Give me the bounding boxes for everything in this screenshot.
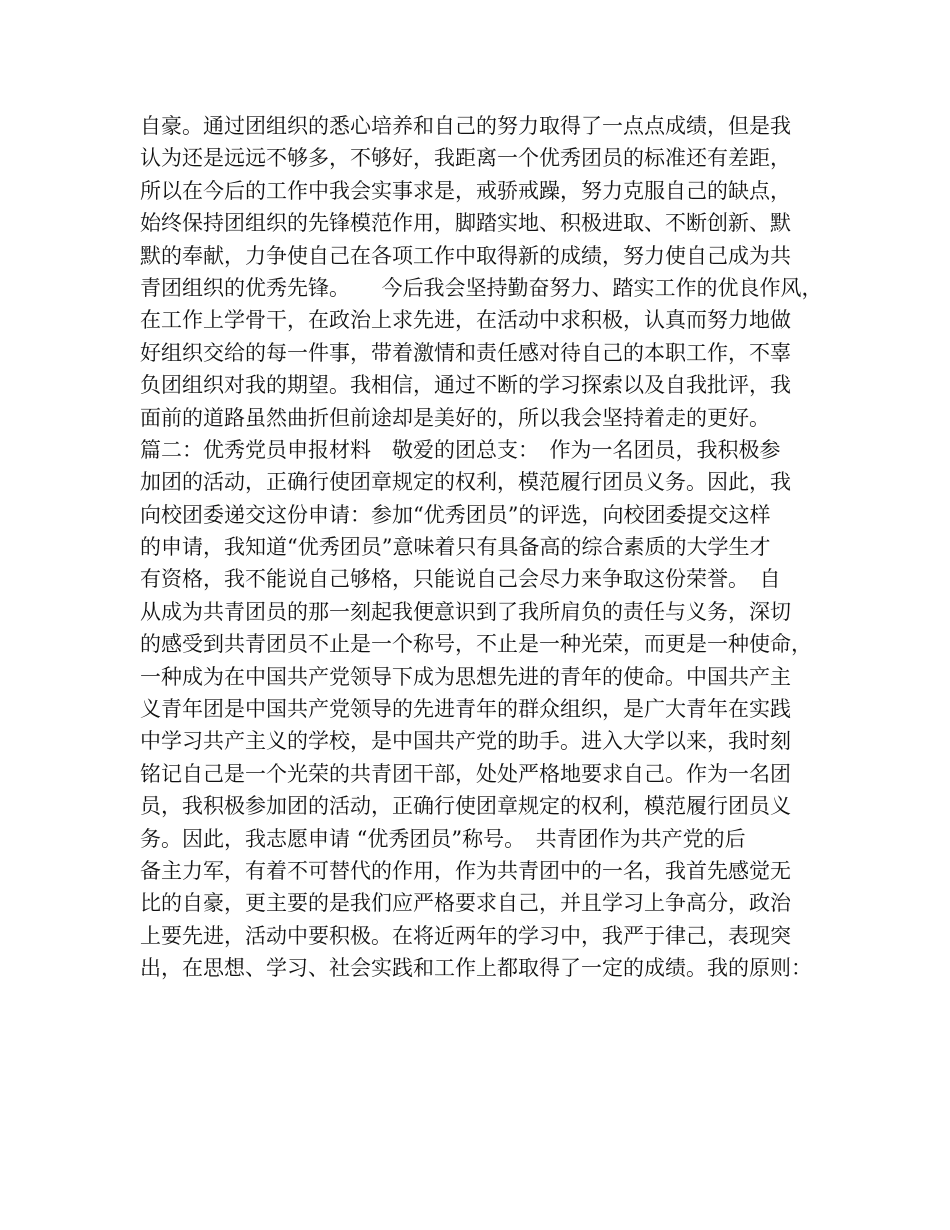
text-line: 在工作上学骨干，在政治上求先进，在活动中求积极，认真而努力地做: [140, 308, 791, 333]
text-line: 负团组织对我的期望。我相信，通过不断的学习探索以及自我批评，我: [140, 373, 791, 398]
text-line: 从成为共青团员的那一刻起我便意识到了我所肩负的责任与义务，深切: [140, 599, 791, 624]
text-line: 员，我积极参加团的活动，正确行使团章规定的权利，模范履行团员义: [140, 794, 791, 819]
text-line: 中学习共产主义的学校，是中国共产党的助手。进入大学以来，我时刻: [140, 729, 791, 754]
text-line: 比的自豪，更主要的是我们应严格要求自己，并且学习上争高分，政治: [140, 891, 791, 916]
text-line: 青团组织的优秀先锋。 今后我会坚持勤奋努力、踏实工作的优良作风，: [140, 275, 823, 300]
text-line: 认为还是远远不够多，不够好，我距离一个优秀团员的标准还有差距，: [140, 146, 791, 171]
text-line: 向校团委递交这份申请：参加“优秀团员”的评选，向校团委提交这样: [140, 502, 771, 527]
text-line: 义青年团是中国共产党领导的先进青年的群众组织，是广大青年在实践: [140, 697, 791, 722]
text-line: 上要先进，活动中要积极。在将近两年的学习中，我严于律己，表现突: [140, 923, 791, 948]
text-line: 铭记自己是一个光荣的共青团干部，处处严格地要求自己。作为一名团: [140, 761, 791, 786]
text-line: 始终保持团组织的先锋模范作用，脚踏实地、积极进取、不断创新、默: [140, 211, 791, 236]
text-line: 一种成为在中国共产党领导下成为思想先进的青年的使命。中国共产主: [140, 664, 791, 689]
text-line: 好组织交给的每一件事，带着激情和责任感对待自己的本职工作，不辜: [140, 340, 791, 365]
text-line: 备主力军，有着不可替代的作用，作为共青团中的一名，我首先感觉无: [140, 858, 791, 883]
text-line: 面前的道路虽然曲折但前途却是美好的，所以我会坚持着走的更好。: [140, 405, 770, 430]
text-line: 篇二：优秀党员申报材料 敬爱的团总支： 作为一名团员，我积极参: [140, 437, 781, 462]
text-line: 加团的活动，正确行使团章规定的权利，模范履行团员义务。因此，我: [140, 470, 791, 495]
text-line: 的感受到共青团员不止是一个称号，不止是一种光荣，而更是一种使命，: [140, 632, 812, 657]
text-line: 所以在今后的工作中我会实事求是，戒骄戒躁，努力克服自己的缺点，: [140, 178, 791, 203]
text-line: 默的奉献，力争使自己在各项工作中取得新的成绩，努力使自己成为共: [140, 243, 791, 268]
text-line: 务。因此，我志愿申请 “优秀团员”称号。 共青团作为共产党的后: [140, 826, 746, 851]
body-text: [140, 110, 830, 985]
text-line: 有资格，我不能说自己够格，只能说自己会尽力来争取这份荣誉。 自: [140, 567, 781, 592]
text-line: 的申请，我知道“优秀团员”意味着只有具备高的综合素质的大学生才: [140, 535, 771, 560]
text-line: 自豪。通过团组织的悉心培养和自己的努力取得了一点点成绩，但是我: [140, 114, 791, 138]
text-line: 出，在思想、学习、社会实践和工作上都取得了一定的成绩。我的原则：: [140, 956, 812, 981]
